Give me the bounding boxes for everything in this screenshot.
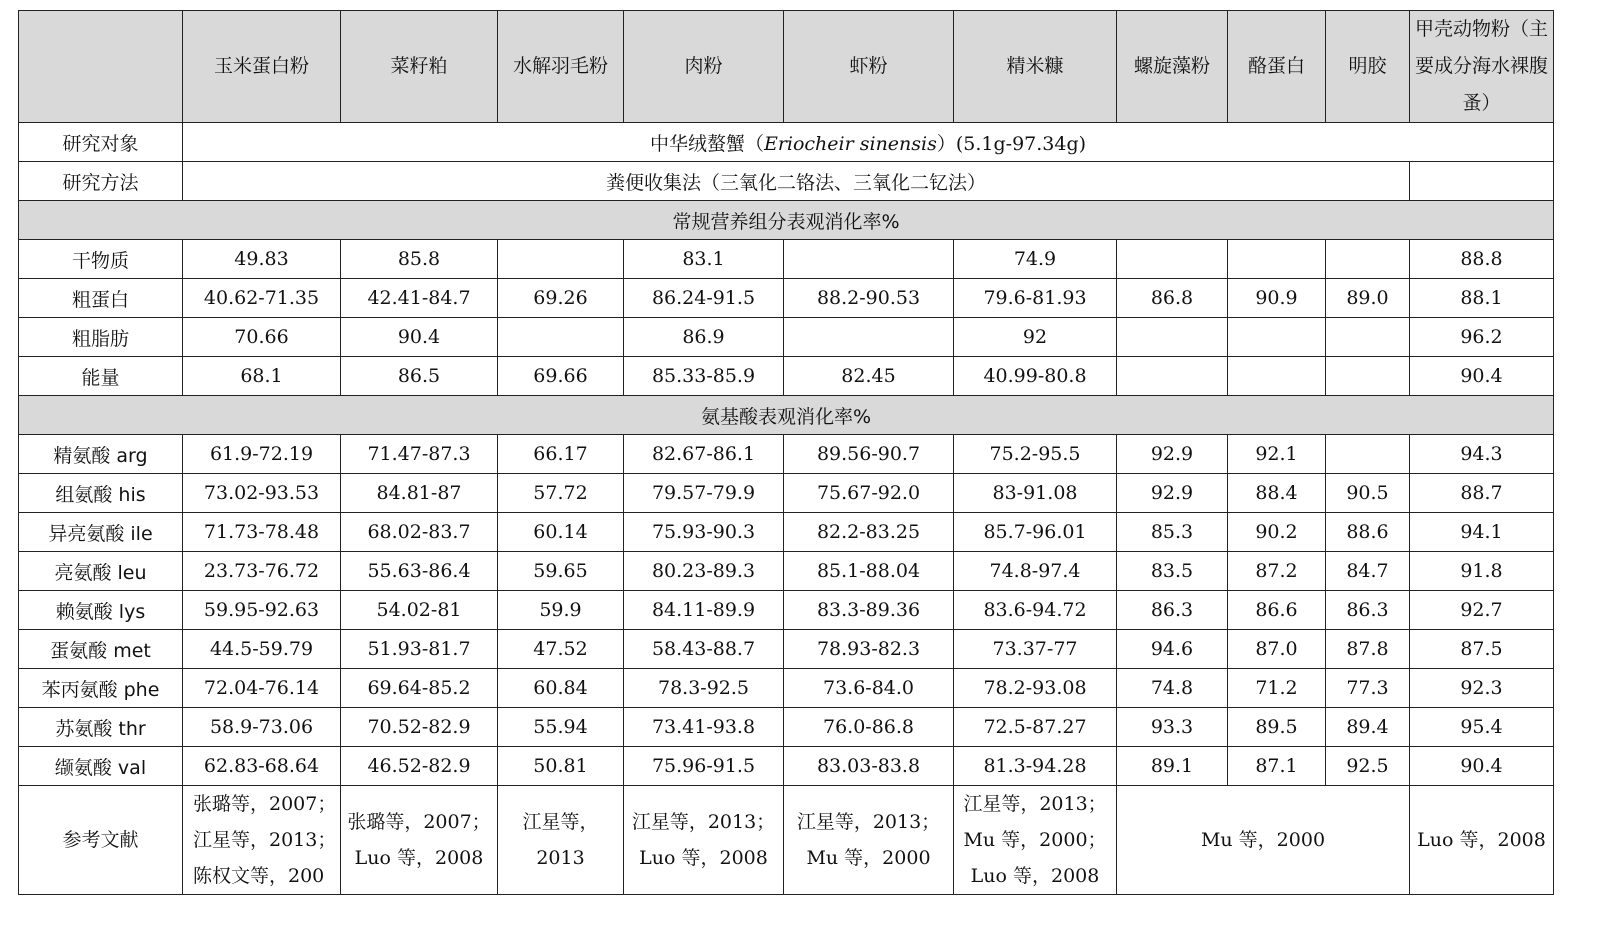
reference-cell: 江星等，2013 [498, 786, 624, 895]
table-cell: 68.02-83.7 [341, 513, 498, 552]
table-cell: 88.7 [1410, 474, 1554, 513]
header-cell-meat-meal: 肉粉 [624, 11, 784, 123]
table-cell: 69.26 [498, 279, 624, 318]
table-cell: 88.1 [1410, 279, 1554, 318]
table-cell: 40.99-80.8 [954, 357, 1117, 396]
reference-cell: 江星等，2013；Mu 等，2000；Luo 等，2008 [954, 786, 1117, 895]
table-cell: 85.8 [341, 240, 498, 279]
references-row [19, 786, 1554, 895]
table-cell: 95.4 [1410, 708, 1554, 747]
table-row [19, 669, 1554, 708]
row-label: 赖氨酸 lys [19, 591, 183, 630]
table-cell [1117, 357, 1228, 396]
table-row [19, 513, 1554, 552]
header-cell-spirulina: 螺旋藻粉 [1117, 11, 1228, 123]
table-cell: 74.9 [954, 240, 1117, 279]
header-cell-empty [19, 11, 183, 123]
table-cell: 83.03-83.8 [784, 747, 954, 786]
table-cell: 73.41-93.8 [624, 708, 784, 747]
header-cell-feather-meal: 水解羽毛粉 [498, 11, 624, 123]
reference-cell: 江星等，2013；Luo 等，2008 [624, 786, 784, 895]
nutrient-rows [19, 240, 1554, 396]
table-cell [784, 318, 954, 357]
table-cell: 46.52-82.9 [341, 747, 498, 786]
table-cell: 44.5-59.79 [183, 630, 341, 669]
table-cell: 71.2 [1228, 669, 1326, 708]
table-cell: 92.3 [1410, 669, 1554, 708]
row-label: 亮氨酸 leu [19, 552, 183, 591]
table-cell [1326, 357, 1410, 396]
table-cell: 92 [954, 318, 1117, 357]
table-cell: 87.5 [1410, 630, 1554, 669]
row-label: 苏氨酸 thr [19, 708, 183, 747]
table-cell [498, 240, 624, 279]
table-cell: 76.0-86.8 [784, 708, 954, 747]
table-row [19, 474, 1554, 513]
table-cell: 79.6-81.93 [954, 279, 1117, 318]
table-cell: 60.84 [498, 669, 624, 708]
subject-species-name: Eriocheir sinensis [763, 132, 937, 155]
table-cell: 89.5 [1228, 708, 1326, 747]
table-cell: 47.52 [498, 630, 624, 669]
table-cell: 96.2 [1410, 318, 1554, 357]
table-cell: 62.83-68.64 [183, 747, 341, 786]
table-cell: 55.63-86.4 [341, 552, 498, 591]
table-cell: 77.3 [1326, 669, 1410, 708]
table-cell [1228, 318, 1326, 357]
table-cell: 74.8 [1117, 669, 1228, 708]
subject-value-suffix: ）(5.1g-97.34g) [936, 132, 1087, 155]
table-cell: 83.5 [1117, 552, 1228, 591]
table-cell [1117, 240, 1228, 279]
table-cell: 54.02-81 [341, 591, 498, 630]
table-cell: 88.2-90.53 [784, 279, 954, 318]
row-label: 粗蛋白 [19, 279, 183, 318]
table-cell: 90.4 [341, 318, 498, 357]
section-heading: 氨基酸表观消化率% [19, 396, 1554, 435]
table-cell: 89.56-90.7 [784, 435, 954, 474]
table-row [19, 552, 1554, 591]
section-row-amino-acids [19, 396, 1554, 435]
table-cell: 75.96-91.5 [624, 747, 784, 786]
table-cell: 86.8 [1117, 279, 1228, 318]
table-cell: 86.6 [1228, 591, 1326, 630]
reference-cell: 张璐等，2007；江星等，2013；陈权文等，200 [183, 786, 341, 895]
table-cell: 70.52-82.9 [341, 708, 498, 747]
table-cell: 92.9 [1117, 435, 1228, 474]
row-label: 研究对象 [19, 123, 183, 162]
method-row [19, 162, 1554, 201]
header-cell-gelatin: 明胶 [1326, 11, 1410, 123]
table-cell: 83.3-89.36 [784, 591, 954, 630]
header-cell-rice-bran: 精米糠 [954, 11, 1117, 123]
digestibility-table [18, 10, 1554, 895]
table-cell: 51.93-81.7 [341, 630, 498, 669]
table-row [19, 240, 1554, 279]
row-label: 干物质 [19, 240, 183, 279]
table-cell: 49.83 [183, 240, 341, 279]
table-cell: 75.67-92.0 [784, 474, 954, 513]
row-label: 缬氨酸 val [19, 747, 183, 786]
table-cell: 73.6-84.0 [784, 669, 954, 708]
table-cell: 72.04-76.14 [183, 669, 341, 708]
table-cell [1326, 240, 1410, 279]
table-cell: 87.8 [1326, 630, 1410, 669]
table-cell: 80.23-89.3 [624, 552, 784, 591]
table-cell: 89.1 [1117, 747, 1228, 786]
table-cell: 82.67-86.1 [624, 435, 784, 474]
table-cell: 93.3 [1117, 708, 1228, 747]
row-label: 研究方法 [19, 162, 183, 201]
table-row [19, 357, 1554, 396]
row-label: 参考文献 [19, 786, 183, 895]
table-cell: 92.5 [1326, 747, 1410, 786]
row-label: 粗脂肪 [19, 318, 183, 357]
table-cell: 57.72 [498, 474, 624, 513]
table-row [19, 279, 1554, 318]
row-label: 蛋氨酸 met [19, 630, 183, 669]
method-empty-cell [1410, 162, 1554, 201]
table-cell: 59.65 [498, 552, 624, 591]
table-cell: 89.4 [1326, 708, 1410, 747]
table-cell: 50.81 [498, 747, 624, 786]
table-cell [1326, 435, 1410, 474]
table-cell: 72.5-87.27 [954, 708, 1117, 747]
table-cell: 75.93-90.3 [624, 513, 784, 552]
table-cell: 59.95-92.63 [183, 591, 341, 630]
table-cell: 69.64-85.2 [341, 669, 498, 708]
table-cell: 84.7 [1326, 552, 1410, 591]
table-cell: 94.3 [1410, 435, 1554, 474]
digestibility-table-wrapper [18, 10, 1553, 895]
table-cell: 40.62-71.35 [183, 279, 341, 318]
table-cell: 87.2 [1228, 552, 1326, 591]
table-cell [1228, 357, 1326, 396]
table-cell: 86.9 [624, 318, 784, 357]
table-row [19, 708, 1554, 747]
header-cell-rapeseed-meal: 菜籽粕 [341, 11, 498, 123]
table-row [19, 747, 1554, 786]
table-cell [498, 318, 624, 357]
table-cell: 58.43-88.7 [624, 630, 784, 669]
table-cell: 85.33-85.9 [624, 357, 784, 396]
table-cell: 88.4 [1228, 474, 1326, 513]
table-cell: 60.14 [498, 513, 624, 552]
table-cell: 87.1 [1228, 747, 1326, 786]
reference-cell: 江星等，2013；Mu 等，2000 [784, 786, 954, 895]
table-cell: 71.47-87.3 [341, 435, 498, 474]
table-cell: 84.81-87 [341, 474, 498, 513]
header-cell-corn-gluten: 玉米蛋白粉 [183, 11, 341, 123]
table-row [19, 318, 1554, 357]
table-cell: 91.8 [1410, 552, 1554, 591]
section-heading: 常规营养组分表观消化率% [19, 201, 1554, 240]
table-cell: 73.37-77 [954, 630, 1117, 669]
table-cell [1326, 318, 1410, 357]
table-row [19, 630, 1554, 669]
table-cell: 90.4 [1410, 357, 1554, 396]
header-cell-casein: 酪蛋白 [1228, 11, 1326, 123]
table-cell: 83.1 [624, 240, 784, 279]
header-cell-crustacean-meal: 甲壳动物粉（主要成分海水裸腹蚤） [1410, 11, 1554, 123]
table-cell: 86.3 [1326, 591, 1410, 630]
table-cell: 94.6 [1117, 630, 1228, 669]
table-cell: 75.2-95.5 [954, 435, 1117, 474]
table-cell: 78.93-82.3 [784, 630, 954, 669]
table-cell: 70.66 [183, 318, 341, 357]
table-cell: 92.9 [1117, 474, 1228, 513]
section-row-nutrients [19, 201, 1554, 240]
reference-cell: Luo 等，2008 [1410, 786, 1554, 895]
table-cell: 66.17 [498, 435, 624, 474]
table-cell: 81.3-94.28 [954, 747, 1117, 786]
table-cell: 58.9-73.06 [183, 708, 341, 747]
table-cell: 92.7 [1410, 591, 1554, 630]
table-cell: 90.9 [1228, 279, 1326, 318]
amino-acid-rows [19, 435, 1554, 786]
table-cell: 86.24-91.5 [624, 279, 784, 318]
table-cell: 88.8 [1410, 240, 1554, 279]
header-row [19, 11, 1554, 123]
table-cell [1117, 318, 1228, 357]
table-cell: 85.7-96.01 [954, 513, 1117, 552]
method-value: 粪便收集法（三氧化二铬法、三氧化二钇法） [183, 162, 1410, 201]
table-cell [1228, 240, 1326, 279]
row-label: 组氨酸 his [19, 474, 183, 513]
table-cell: 42.41-84.7 [341, 279, 498, 318]
table-cell [784, 240, 954, 279]
row-label: 异亮氨酸 ile [19, 513, 183, 552]
table-cell: 78.3-92.5 [624, 669, 784, 708]
table-cell: 87.0 [1228, 630, 1326, 669]
table-cell: 85.3 [1117, 513, 1228, 552]
reference-cell: 张璐等，2007；Luo 等，2008 [341, 786, 498, 895]
subject-value-prefix: 中华绒螯蟹（ [649, 132, 764, 155]
table-cell: 89.0 [1326, 279, 1410, 318]
table-cell: 55.94 [498, 708, 624, 747]
subject-value [183, 123, 1554, 162]
table-row [19, 591, 1554, 630]
table-cell: 79.57-79.9 [624, 474, 784, 513]
table-row [19, 435, 1554, 474]
table-cell: 61.9-72.19 [183, 435, 341, 474]
row-label: 苯丙氨酸 phe [19, 669, 183, 708]
table-cell: 68.1 [183, 357, 341, 396]
table-cell: 92.1 [1228, 435, 1326, 474]
table-cell: 83-91.08 [954, 474, 1117, 513]
row-label: 能量 [19, 357, 183, 396]
table-cell: 83.6-94.72 [954, 591, 1117, 630]
table-cell: 90.2 [1228, 513, 1326, 552]
table-cell: 73.02-93.53 [183, 474, 341, 513]
table-cell: 86.5 [341, 357, 498, 396]
table-cell: 59.9 [498, 591, 624, 630]
table-cell: 82.45 [784, 357, 954, 396]
row-label: 精氨酸 arg [19, 435, 183, 474]
table-cell: 23.73-76.72 [183, 552, 341, 591]
table-cell: 74.8-97.4 [954, 552, 1117, 591]
table-cell: 71.73-78.48 [183, 513, 341, 552]
table-cell: 90.5 [1326, 474, 1410, 513]
table-cell: 84.11-89.9 [624, 591, 784, 630]
table-cell: 86.3 [1117, 591, 1228, 630]
table-cell: 94.1 [1410, 513, 1554, 552]
table-cell: 85.1-88.04 [784, 552, 954, 591]
header-cell-shrimp-meal: 虾粉 [784, 11, 954, 123]
table-cell: 88.6 [1326, 513, 1410, 552]
table-cell: 69.66 [498, 357, 624, 396]
table-cell: 90.4 [1410, 747, 1554, 786]
reference-cell: Mu 等，2000 [1117, 786, 1410, 895]
table-cell: 82.2-83.25 [784, 513, 954, 552]
table-cell: 78.2-93.08 [954, 669, 1117, 708]
subject-row [19, 123, 1554, 162]
